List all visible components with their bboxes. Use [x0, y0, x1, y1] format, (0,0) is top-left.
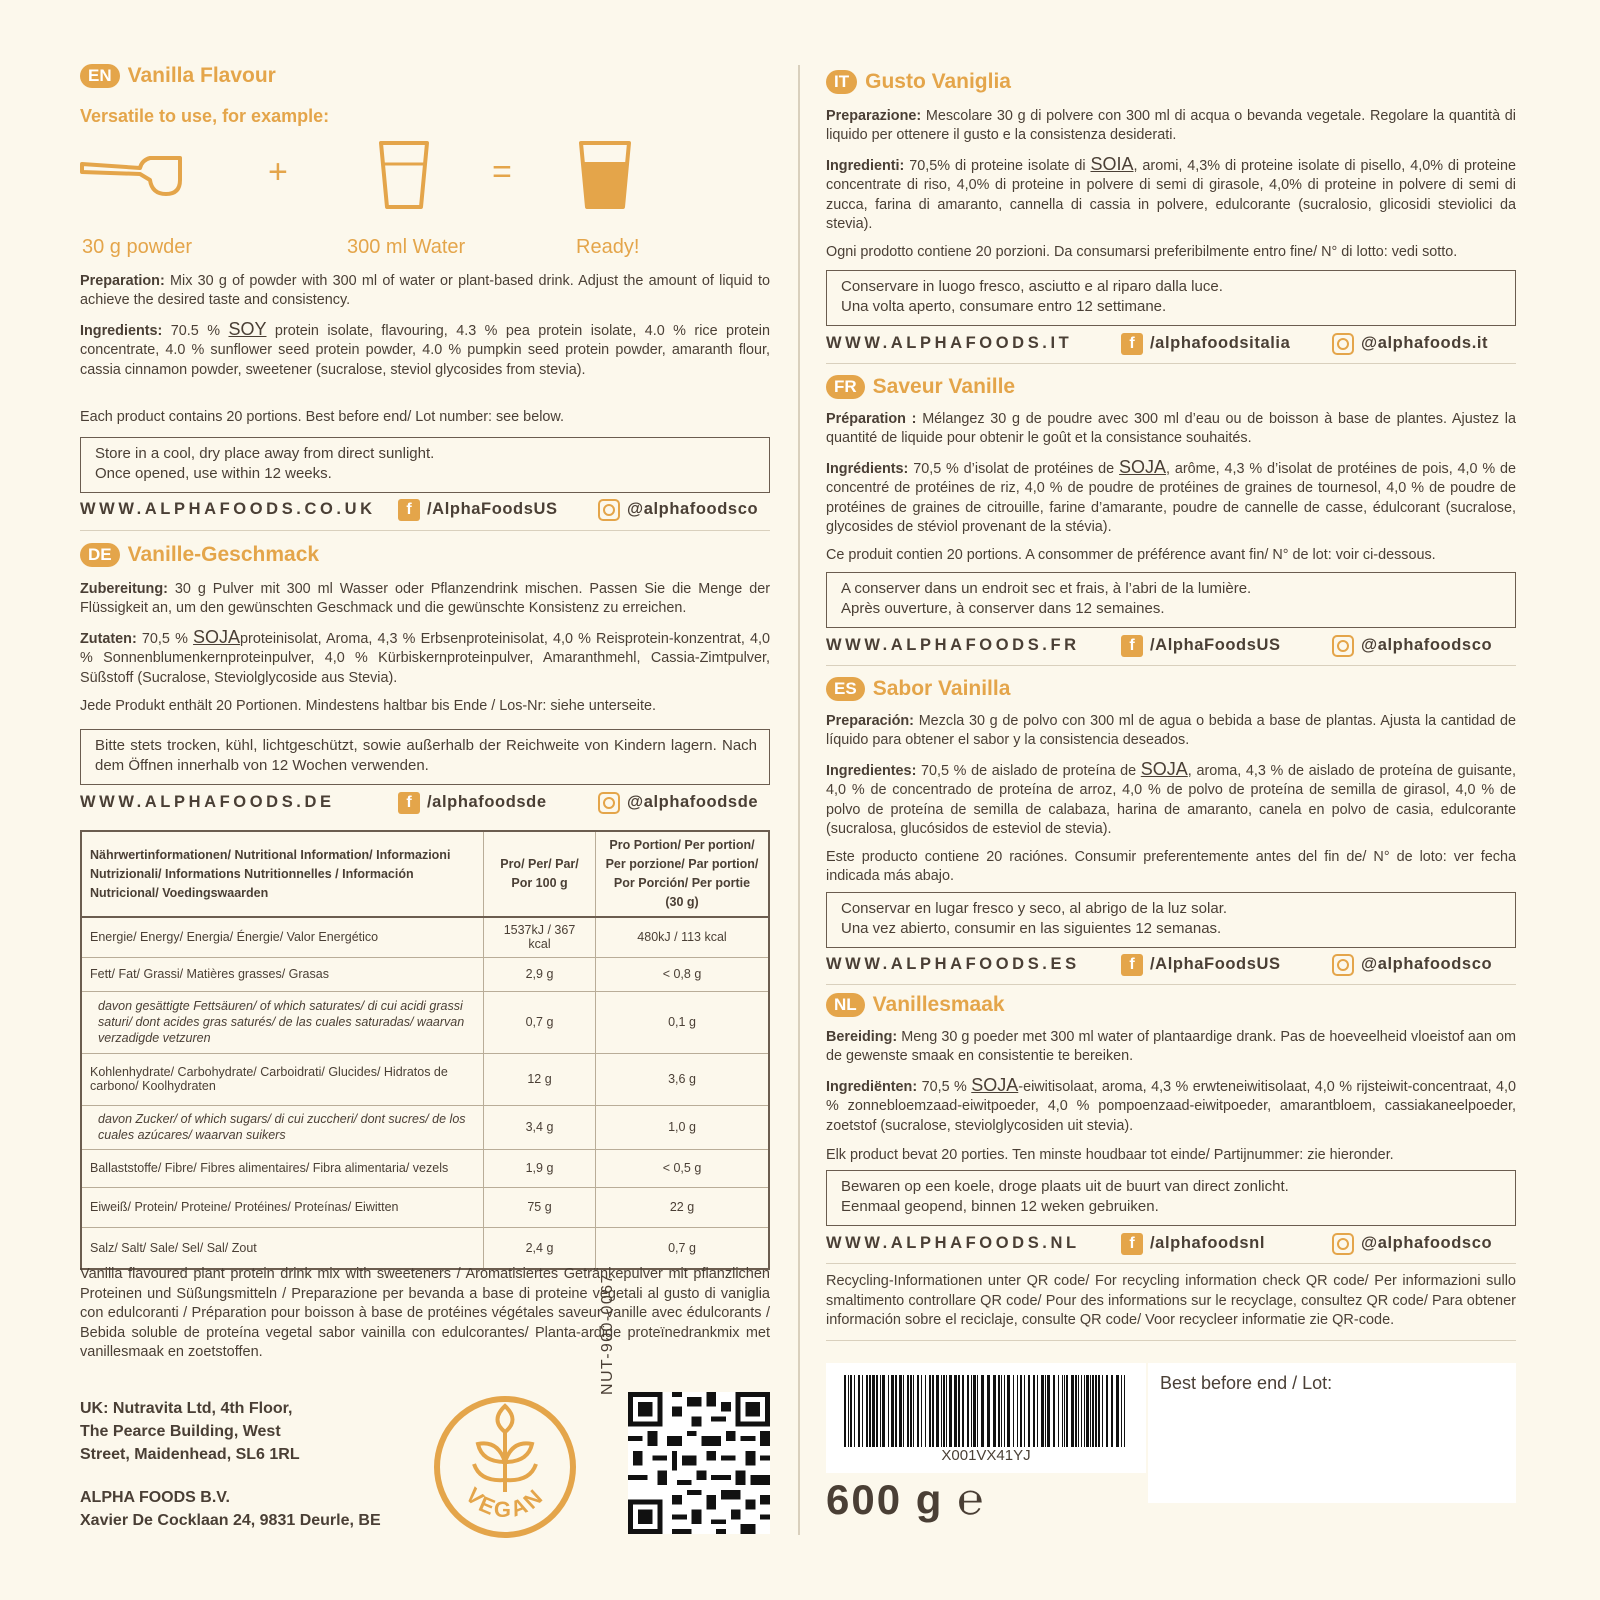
barcode-bar	[949, 1375, 952, 1447]
facebook-link-de[interactable]: f /alphafoodsde	[398, 792, 547, 814]
ingredients-en: Ingredients: 70.5 % SOY protein isolate, flavouring, 4.3 % pea protein isolate, 4.0 % rice protein concentrate, 4.0 % sunflower seed protein powder, 4.0 % pumpkin seed protein powder, amaranth flour, cassia cinnamon powder, sweetener (sucralose, steviol glycosides from stevia).	[80, 319, 771, 378]
address-uk: UK: Nutravita Ltd, 4th Floor, The Pearce Building, West Street, Maidenhead, SL6 1RL	[80, 1400, 300, 1463]
nutrition-row	[81, 957, 769, 991]
barcode-bar	[958, 1375, 960, 1447]
address-be: ALPHA FOODS B.V. Xavier De Cocklaan 24, 9831 Deurle, BE	[80, 1489, 381, 1529]
portions-nl: Elk product bevat 20 porties. Ten minste houdbaar tot einde/ Partijnummer: zie hieronder.	[826, 1147, 1394, 1163]
barcode-bar	[1092, 1375, 1094, 1447]
barcode-bar	[1037, 1375, 1038, 1447]
recycling-info: Recycling-Informationen unter QR code/ For recycling information check QR code/ Per informazioni sullo smaltimento controllare QR code/ Pour des informations sur le recyclage, consultez QR code/ Para obtener información sobre el reciclaje, consulte QR code/ Voor recycleer informatie zie QR-code.	[826, 1273, 1516, 1329]
step-label-water: 300 ml Water	[347, 236, 466, 258]
facebook-icon: f	[1121, 954, 1143, 976]
per-100g-value: 2,9 g	[484, 957, 596, 991]
barcode-bar	[967, 1375, 969, 1447]
barcode-bar	[981, 1375, 984, 1447]
section-title-de: Vanille-Geschmack	[127, 543, 320, 566]
website-link-fr[interactable]: WWW.ALPHAFOODS.FR	[826, 636, 1080, 654]
barcode-bar	[880, 1375, 881, 1447]
per-portion-value: 0,7 g	[596, 1227, 770, 1269]
per-100g-value: 3,4 g	[484, 1105, 596, 1149]
barcode	[844, 1375, 1129, 1447]
storage-box-en: Store in a cool, dry place away from direct sunlight. Once opened, use within 12 weeks.	[80, 437, 770, 493]
section-header-it	[826, 70, 1011, 94]
divider-line	[826, 1263, 1516, 1264]
preparation-nl: Bereiding: Meng 30 g poeder met 300 ml water of plantaardige drank. Pas de hoeveelheid vloeistof aan om de gewenste smaak en consistentie te bereiken.	[826, 1029, 1516, 1065]
website-link-en[interactable]: WWW.ALPHAFOODS.CO.UK	[80, 500, 376, 518]
nutrient-name: Kohlenhydrate/ Carbohydrate/ Carboidrati/ Glucides/ Hidratos de carbono/ Koolhydraten	[81, 1053, 484, 1105]
barcode-bar	[1071, 1375, 1074, 1447]
instagram-icon	[1332, 1233, 1354, 1255]
section-title-fr: Saveur Vanille	[872, 375, 1016, 398]
nutrient-name: Fett/ Fat/ Grassi/ Matières grasses/ Grasas	[81, 957, 484, 991]
allergen-es: SOJA	[1140, 759, 1188, 779]
divider-line	[826, 1340, 1516, 1341]
barcode-bar	[1084, 1375, 1085, 1447]
nutrient-name: Energie/ Energy/ Energia/ Énergie/ Valor Energético	[81, 917, 484, 957]
barcode-panel	[826, 1363, 1146, 1473]
barcode-bar	[1121, 1375, 1122, 1447]
section-header-fr	[826, 375, 1015, 399]
facebook-link-it[interactable]: f /alphafoodsitalia	[1121, 333, 1290, 355]
barcode-bar	[941, 1375, 942, 1447]
column-divider	[798, 65, 800, 1535]
language-badge-it: IT	[826, 70, 857, 94]
barcode-bar	[1098, 1375, 1100, 1447]
section-title-it: Gusto Vaniglia	[865, 70, 1011, 93]
barcode-bar	[850, 1375, 852, 1447]
barcode-bar	[1078, 1375, 1079, 1447]
instagram-icon	[1332, 954, 1354, 976]
website-link-it[interactable]: WWW.ALPHAFOODS.IT	[826, 334, 1073, 352]
barcode-bar	[1116, 1375, 1119, 1447]
nutrient-name: davon Zucker/ of which sugars/ di cui zuccheri/ dont sucres/ de los cuales azúcares/ waarvan suikers	[81, 1105, 484, 1149]
section-title-es: Sabor Vainilla	[872, 677, 1011, 700]
preparation-it: Preparazione: Mescolare 30 g di polvere con 300 ml di acqua o bevanda vegetale. Regolare la quantità di liquido per ottenere il gusto e la consistenza desiderati.	[826, 108, 1517, 144]
barcode-bar	[876, 1375, 878, 1447]
barcode-bar	[866, 1375, 868, 1447]
barcode-bar	[891, 1375, 894, 1447]
section-header-es	[826, 677, 1010, 701]
barcode-bar	[862, 1375, 863, 1447]
preparation-de: Zubereitung: 30 g Pulver mit 300 ml Wasser oder Pflanzendrink mischen. Passen Sie die Menge der Flüssigkeit an, um den gewünschten Geschmack und die gewünschte Konsistenz zu erreichen.	[80, 581, 770, 617]
storage-box-it: Conservare in luogo fresco, asciutto e al riparo dalla luce. Una volta aperto, consumare entro 12 settimane.	[826, 270, 1516, 326]
barcode-bar	[921, 1375, 922, 1447]
nutrient-name: Salz/ Salt/ Sale/ Sel/ Sal/ Zout	[81, 1227, 484, 1269]
barcode-bar	[1058, 1375, 1059, 1447]
preparation-es: Preparación: Mezcla 30 g de polvo con 300 ml de agua o bebida a base de plantas. Ajusta la cantidad de líquido para obtener el sabor y la consistencia deseados.	[826, 713, 1516, 749]
barcode-bar	[943, 1375, 945, 1447]
barcode-bar	[993, 1375, 996, 1447]
barcode-bar	[913, 1375, 914, 1447]
ingredients-de: Zutaten: 70,5 % SOJAproteinisolat, Aroma, 4,3 % Erbsenproteinisolat, 4,0 % Reisprotein-konzentrat, 4,0 % Sonnenblumenkernproteinpulver, 4,0 % Kürbiskernproteinpulver, Amaranthmehl, Cassia-Zimtpulver, Süßstoff (Sucralose, Steviolglycoside aus Stevia).	[80, 627, 770, 686]
barcode-bar	[954, 1375, 957, 1447]
preparation-en: Preparation: Mix 30 g of powder with 300 ml of water or plant-based drink. Adjust the amount of liquid to achieve the desired taste and consistency.	[80, 273, 770, 309]
barcode-bar	[848, 1375, 849, 1447]
step-label-ready: Ready!	[576, 236, 640, 258]
allergen-nl: SOJA	[971, 1075, 1019, 1095]
website-link-es[interactable]: WWW.ALPHAFOODS.ES	[826, 955, 1080, 973]
divider-line	[826, 363, 1516, 364]
barcode-bar	[1028, 1375, 1030, 1447]
barcode-bar	[1004, 1375, 1005, 1447]
storage-box-de: Bitte stets trocken, kühl, lichtgeschützt, sowie außerhalb der Reichweite von Kindern lagern. Nach dem Öffnen innerhalb von 12 Wochen verwenden.	[80, 729, 770, 785]
product-description: Vanilla flavoured plant protein drink mix with sweeteners / Aromatisiertes Getränkepulver mit pflanzlichen Proteinen und Süßungsmitteln / Preparazione per bevanda a base di proteine vegetali al gusto di vaniglia con edulcoranti / Préparation pour boisson à base de protéines végétales saveur vanille avec édulcorants / Bebida soluble de proteína vegetal sabor vainilla con edulcorantes/ Planta-ardige proteïnedrankmix met vanillesmaak en zoetstoffen.	[80, 1266, 770, 1361]
instagram-link-en[interactable]: @alphafoodsco	[598, 499, 758, 521]
barcode-bar	[1013, 1375, 1014, 1447]
barcode-bar	[858, 1375, 860, 1447]
allergen-it: SOIA	[1090, 154, 1134, 174]
instagram-icon	[598, 792, 620, 814]
portions-de: Jede Produkt enthält 20 Portionen. Mindestens haltbar bis Ende / Los-Nr: siehe unterseite.	[80, 698, 656, 714]
instagram-icon	[1332, 333, 1354, 355]
preparation-fr: Préparation : Mélangez 30 g de poudre avec 300 ml d’eau ou de boisson à base de plantes. Ajustez la quantité de liquide pour obtenir le goût et la consistance souhaités.	[826, 411, 1517, 447]
storage-box-es: Conservar en lugar fresco y seco, al abrigo de la luz solar. Una vez abierto, consumir en las siguientes 12 semanas.	[826, 892, 1516, 948]
instagram-icon	[1332, 635, 1354, 657]
contact-row-de	[80, 793, 770, 812]
language-badge-en: EN	[80, 64, 120, 88]
facebook-link-nl[interactable]: f /alphafoodsnl	[1121, 1233, 1265, 1255]
barcode-bar	[844, 1375, 846, 1447]
contact-row-it	[826, 334, 1516, 353]
instagram-icon	[598, 499, 620, 521]
step-label-powder: 30 g powder	[82, 236, 193, 258]
language-badge-nl: NL	[826, 993, 865, 1017]
svg-text:VEGAN: VEGAN	[460, 1482, 550, 1523]
nutrition-header-row	[81, 831, 769, 917]
section-header-de	[80, 543, 319, 567]
barcode-bar	[910, 1375, 912, 1447]
per-portion-value: 480kJ / 113 kcal	[596, 917, 770, 957]
vegan-seal	[430, 1392, 580, 1542]
facebook-icon: f	[1121, 635, 1143, 657]
barcode-bar	[854, 1375, 855, 1447]
storage-box-fr: A conserver dans un endroit sec et frais, à l’abri de la lumière. Après ouverture, à conserver dans 12 semaines.	[826, 572, 1516, 628]
allergen-de: SOJA	[193, 627, 241, 647]
nutrition-row	[81, 1053, 769, 1105]
barcode-bar	[925, 1375, 926, 1447]
facebook-link-es[interactable]: f /AlphaFoodsUS	[1121, 954, 1281, 976]
divider-line	[826, 665, 1516, 666]
full-glass-icon	[578, 140, 632, 210]
barcode-bar	[1024, 1375, 1025, 1447]
per-100g-value: 0,7 g	[484, 991, 596, 1053]
barcode-bar	[932, 1375, 934, 1447]
barcode-bar	[907, 1375, 909, 1447]
barcode-bar	[1001, 1375, 1002, 1447]
contact-row-nl	[826, 1234, 1516, 1253]
allergen-fr: SOJA	[1119, 457, 1167, 477]
per-portion-value: 0,1 g	[596, 991, 770, 1053]
ingredients-es: Ingredientes: 70,5 % de aislado de proteína de SOJA, aroma, 4,3 % de aislado de proteína de guisante, 4,0 % de concentrado de proteína de arroz, 4,0 % de polvo de proteína de semilla de girasol, 4,0 % de polvo de proteína de semilla de calabaza, harina de amaranto, canela en polvo de casia, edulcorante (sucralosa, glucósidos de esteviol de stevia).	[826, 759, 1517, 838]
per-100g-value: 1,9 g	[484, 1149, 596, 1187]
barcode-bar	[872, 1375, 875, 1447]
barcode-bar	[1047, 1375, 1050, 1447]
contact-row-en	[80, 500, 770, 519]
barcode-bar	[936, 1375, 939, 1447]
per-portion-value: 22 g	[596, 1187, 770, 1227]
equals-sign: =	[492, 153, 512, 191]
per-portion-value: 1,0 g	[596, 1105, 770, 1149]
barcode-bar	[973, 1375, 976, 1447]
barcode-bar	[1017, 1375, 1018, 1447]
section-title-en: Vanilla Flavour	[127, 64, 276, 87]
facebook-icon: f	[398, 499, 420, 521]
barcode-bar	[903, 1375, 904, 1447]
estimate-mark: ℮	[957, 1475, 986, 1524]
barcode-text: X001VX41YJ	[941, 1447, 1031, 1464]
barcode-bar	[977, 1375, 978, 1447]
empty-glass-icon	[378, 140, 430, 210]
facebook-link-fr[interactable]: f /AlphaFoodsUS	[1121, 635, 1281, 657]
instagram-link-it[interactable]: @alphafoods.it	[1332, 333, 1488, 355]
language-badge-fr: FR	[826, 375, 865, 399]
barcode-bar	[882, 1375, 885, 1447]
contact-row-es	[826, 955, 1516, 974]
best-before-label: Best before end / Lot:	[1160, 1373, 1333, 1393]
barcode-bar	[899, 1375, 902, 1447]
barcode-bar	[1095, 1375, 1097, 1447]
allergen-en: SOY	[228, 319, 267, 339]
website-link-de[interactable]: WWW.ALPHAFOODS.DE	[80, 793, 335, 811]
portions-fr: Ce produit contien 20 portions. A consommer de préférence avant fin/ N° de lot: voir ci-dessous.	[826, 547, 1436, 563]
language-badge-de: DE	[80, 543, 120, 567]
nut-code: NUT-900-0067	[599, 1273, 616, 1395]
barcode-bar	[1081, 1375, 1082, 1447]
nutrition-table	[80, 830, 770, 1270]
barcode-bar	[987, 1375, 990, 1447]
per-portion-value: < 0,5 g	[596, 1149, 770, 1187]
barcode-bar	[888, 1375, 889, 1447]
divider-line	[826, 984, 1516, 985]
barcode-bar	[1062, 1375, 1063, 1447]
barcode-bar	[1064, 1375, 1065, 1447]
barcode-bar	[1066, 1375, 1068, 1447]
section-title-nl: Vanillesmaak	[872, 993, 1005, 1016]
qr-code[interactable]	[628, 1392, 770, 1534]
barcode-bar	[1086, 1375, 1089, 1447]
language-badge-es: ES	[826, 677, 865, 701]
barcode-bar	[946, 1375, 947, 1447]
instagram-link-nl[interactable]: @alphafoodsco	[1332, 1233, 1492, 1255]
website-link-nl[interactable]: WWW.ALPHAFOODS.NL	[826, 1234, 1080, 1252]
per-100g-value: 2,4 g	[484, 1227, 596, 1269]
nutrition-header-label: Nährwertinformationen/ Nutritional Information/ Informazioni Nutrizionali/ Informations Nutritionnelles / Información Nutricional/ Voedingswaarden	[81, 831, 484, 917]
nutrition-row	[81, 1105, 769, 1149]
barcode-bar	[929, 1375, 931, 1447]
barcode-bar	[998, 1375, 1000, 1447]
barcode-bar	[1007, 1375, 1010, 1447]
nutrition-header-per100: Pro/ Per/ Par/ Por 100 g	[484, 831, 596, 917]
barcode-bar	[1111, 1375, 1113, 1447]
barcode-bar	[1124, 1375, 1125, 1447]
storage-box-nl: Bewaren op een koele, droge plaats uit de buurt van direct zonlicht. Eenmaal geopend, binnen 12 weken gebruiken.	[826, 1170, 1516, 1226]
instagram-link-fr[interactable]: @alphafoodsco	[1332, 635, 1492, 657]
portions-en: Each product contains 20 portions. Best before end/ Lot number: see below.	[80, 409, 564, 425]
barcode-bar	[1020, 1375, 1022, 1447]
contact-row-fr	[826, 636, 1516, 655]
nutrient-name: Eiweiß/ Protein/ Proteine/ Protéines/ Proteínas/ Eiwitten	[81, 1187, 484, 1227]
barcode-bar	[1102, 1375, 1103, 1447]
facebook-link-en[interactable]: f /AlphaFoodsUS	[398, 499, 558, 521]
section-header-en	[80, 64, 276, 88]
ingredients-fr: Ingrédients: 70,5 % d’isolat de protéines de SOJA, arôme, 4,3 % d’isolat de protéines de pois, 4,0 % de concentré de protéines de riz, 4,0 % de poudre de protéines de graines de tournesol, 4,0 % de poudre de protéines de graines de citrouille, farine d’amarante, poudre de cannelle de casse, édulcorant (sucralose, glycosides de stéviol provenant de la stévia).	[826, 457, 1517, 536]
usage-subtitle: Versatile to use, for example:	[80, 106, 330, 126]
per-100g-value: 1537kJ / 367 kcal	[484, 917, 596, 957]
nutrition-header-portion: Pro Portion/ Per portion/ Per porzione/ Par portion/ Por Porción/ Per portie (30 g)	[596, 831, 770, 917]
nutrition-row	[81, 991, 769, 1053]
barcode-bar	[1090, 1375, 1091, 1447]
facebook-icon: f	[398, 792, 420, 814]
nutrient-name: davon gesättigte Fettsäuren/ of which saturates/ di cui acidi grassi saturi/ dont acides gras saturés/ de las cuales saturadas/ waarvan verzadigde vetzuren	[81, 991, 484, 1053]
nutrient-name: Ballaststoffe/ Fibre/ Fibres alimentaires/ Fibra alimentaria/ vezels	[81, 1149, 484, 1187]
barcode-bar	[917, 1375, 919, 1447]
ingredients-nl: Ingrediënten: 70,5 % SOJA-eiwitisolaat, aroma, 4,3 % erwteneiwitisolaat, 4,0 % rijsteiwit-concentraat, 4,0 % zonnebloemzaad-eiwitpoeder, 4,0 % pompoenzaad-eiwitpoeder, amarantbloem, cassiakaneelpoeder, zoetstof (sucralose, steviolglycosiden uit stevia).	[826, 1075, 1517, 1134]
best-before-panel	[1148, 1363, 1516, 1503]
barcode-bar	[1033, 1375, 1035, 1447]
instagram-link-de[interactable]: @alphafoodsde	[598, 792, 758, 814]
barcode-bar	[1041, 1375, 1044, 1447]
per-portion-value: 3,6 g	[596, 1053, 770, 1105]
barcode-bar	[1045, 1375, 1046, 1447]
barcode-bar	[1106, 1375, 1108, 1447]
barcode-bar	[971, 1375, 972, 1447]
nutrition-row	[81, 917, 769, 957]
net-weight: 600 g ℮	[826, 1475, 986, 1524]
ingredients-it: Ingredienti: 70,5% di proteine isolate di SOIA, aromi, 4,3% di proteine isolate di pisello, 4,0% di proteine concentrate di riso, 4,0% di proteine in polvere di semi di girasole, 4,0% di proteine in polvere di semi di zucca, farina di amaranto, cannella di cassia in polvere, edulcorante (sucralosio, glicosidi steviolici da stevia).	[826, 154, 1516, 233]
nutrition-row	[81, 1149, 769, 1187]
per-portion-value: < 0,8 g	[596, 957, 770, 991]
nutrition-row	[81, 1187, 769, 1227]
barcode-bar	[962, 1375, 964, 1447]
section-header-nl	[826, 993, 1005, 1017]
portions-it: Ogni prodotto contiene 20 porzioni. Da consumarsi preferibilmente entro fine/ N° di lotto: vedi sotto.	[826, 244, 1458, 260]
barcode-bar	[895, 1375, 897, 1447]
barcode-bar	[1053, 1375, 1055, 1447]
nutrition-row	[81, 1227, 769, 1269]
facebook-icon: f	[1121, 333, 1143, 355]
scoop-icon	[80, 150, 185, 200]
barcode-bar	[869, 1375, 871, 1447]
divider-line	[80, 530, 770, 531]
per-100g-value: 75 g	[484, 1187, 596, 1227]
plus-sign: +	[268, 153, 288, 191]
instagram-link-es[interactable]: @alphafoodsco	[1332, 954, 1492, 976]
portions-es: Este producto contiene 20 raciónes. Consumir preferentemente antes del fin de/ N° de loto: ver fecha indicada más abajo.	[826, 849, 1516, 885]
facebook-icon: f	[1121, 1233, 1143, 1255]
per-100g-value: 12 g	[484, 1053, 596, 1105]
barcode-bar	[1075, 1375, 1077, 1447]
